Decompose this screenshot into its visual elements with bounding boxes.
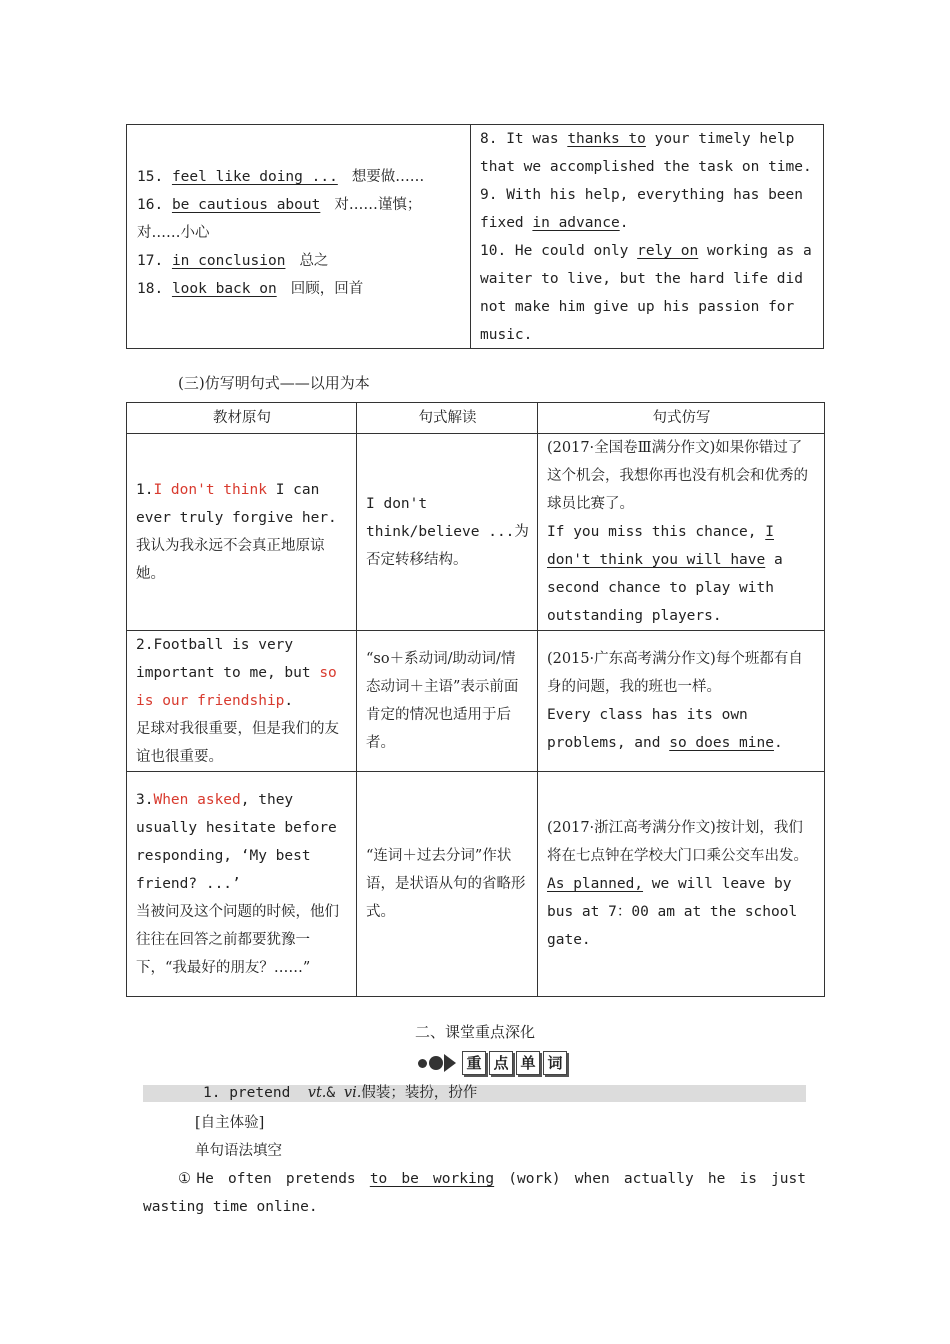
list-item: 9. With his help, everything has been fixed in advance. xyxy=(480,187,804,231)
list-item: 10. He could only rely on working as a waiter to live, but the hard life did not make him give up his passion for music. xyxy=(480,243,812,343)
column-header: 句式解读 xyxy=(357,403,538,434)
banner-char: 词 xyxy=(543,1051,567,1075)
sentence-pattern-table xyxy=(126,402,825,997)
original-sentence-cell: 2.Football is very important to me, but so is our friendship. 足球对我很重要，但是我们的友谊也很重要。 xyxy=(127,631,357,772)
imitation-cell: (2015·广东高考满分作文)每个班都有自身的问题，我的班也一样。 Every class has its own problems, and so does mine. xyxy=(538,631,825,772)
table-row xyxy=(127,772,825,997)
table-row xyxy=(127,434,825,631)
vocab-table xyxy=(126,124,824,349)
section-title: (三)仿写明句式——以用为本 xyxy=(178,374,370,392)
dot-icon xyxy=(429,1056,443,1070)
original-sentence-cell: 3.When asked, they usually hesitate before responding, ‘My best friend? ...’ 当被问及这个问题的时候，他们往往在回答之前都要犹豫一下，“我最好的朋友？……” xyxy=(127,772,357,997)
exercise-item: ①He often pretends to be working (work) when actually he is just wasting time online. xyxy=(143,1171,806,1215)
table-header-row xyxy=(127,403,825,434)
column-header: 句式仿写 xyxy=(538,403,825,434)
list-item: 8. It was thanks to your timely help that we accomplished the task on time. xyxy=(480,131,812,175)
banner-char: 重 xyxy=(462,1051,486,1075)
key-words-banner xyxy=(418,1050,570,1076)
section-title: 二、课堂重点深化 xyxy=(414,1023,535,1041)
table-row xyxy=(127,631,825,772)
list-item: 18. look back on 回顾，回首 xyxy=(137,281,364,297)
banner-char: 单 xyxy=(516,1051,540,1075)
word-entry-bar: 1. pretend vt.& vi.假装；装扮，扮作 xyxy=(143,1085,806,1102)
subsection-label: 单句语法填空 xyxy=(195,1143,282,1159)
original-sentence-cell: 1.I don't think I can ever truly forgive her. 我认为我永远不会真正地原谅她。 xyxy=(127,434,357,631)
explanation-cell: I don't think/believe ...为否定转移结构。 xyxy=(357,434,538,631)
explanation-cell: “连词＋过去分词”作状语，是状语从句的省略形式。 xyxy=(357,772,538,997)
imitation-cell: (2017·浙江高考满分作文)按计划，我们将在七点钟在学校大门口乘公交车出发。 As planned, we will leave by bus at 7：00 am at the school gate. xyxy=(538,772,825,997)
sentence-list xyxy=(471,125,824,348)
dot-icon xyxy=(418,1059,427,1068)
arrow-right-icon xyxy=(444,1054,456,1072)
imitation-cell: (2017·全国卷Ⅲ满分作文)如果你错过了这个机会，我想你再也没有机会和优秀的球员比赛了。 If you miss this chance, I don't think you will have a second chance to play with outstanding players. xyxy=(538,434,825,631)
banner-char: 点 xyxy=(489,1051,513,1075)
phrase-list xyxy=(127,125,471,348)
list-item: 15. feel like doing ... 想要做…… xyxy=(137,169,425,185)
explanation-cell: “so＋系动词/助动词/情态动词＋主语”表示前面肯定的情况也适用于后者。 xyxy=(357,631,538,772)
list-item: 16. be cautious about 对……谨慎；对……小心 xyxy=(137,197,422,241)
subsection-label: [自主体验] xyxy=(195,1115,265,1131)
column-header: 教材原句 xyxy=(127,403,357,434)
list-item: 17. in conclusion 总之 xyxy=(137,253,329,269)
